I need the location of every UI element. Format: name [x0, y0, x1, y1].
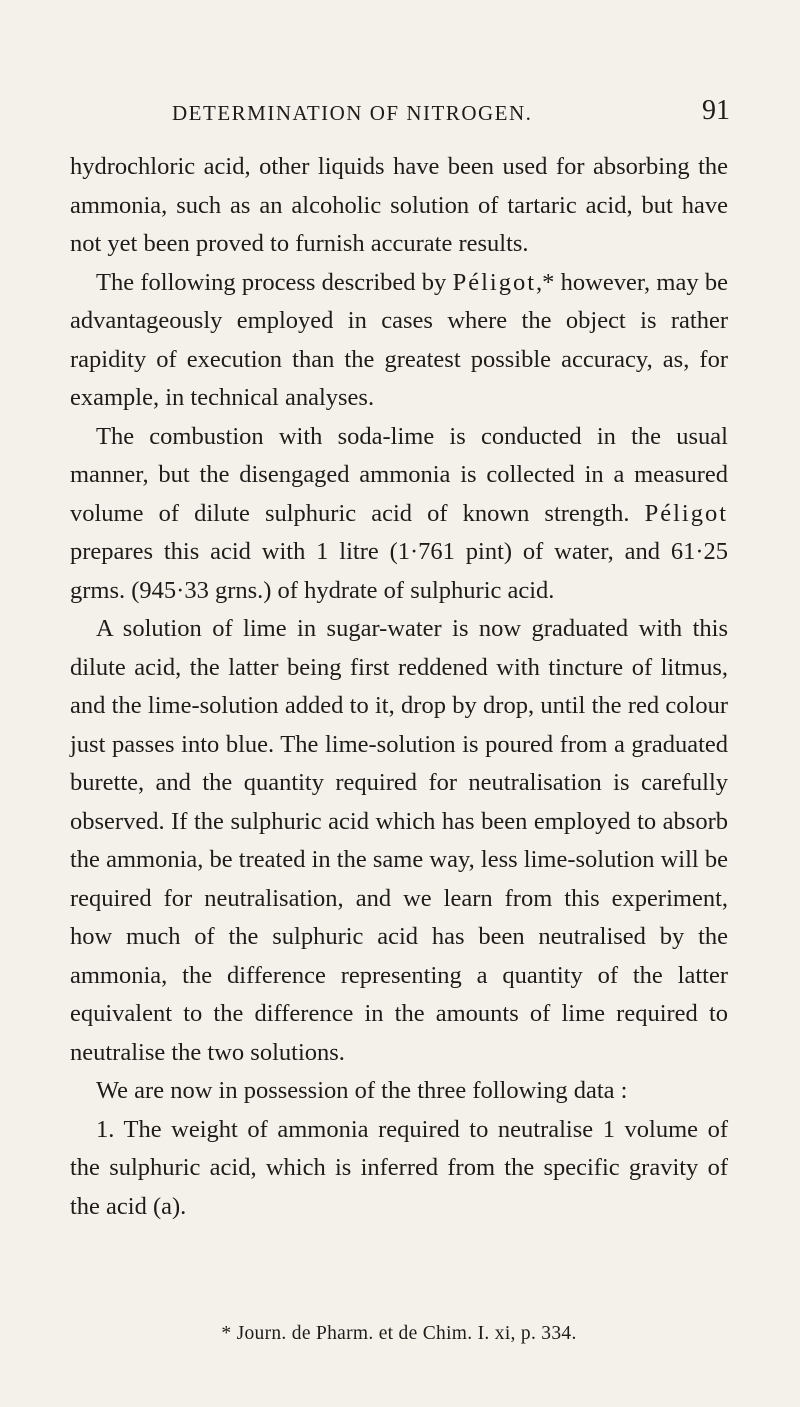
paragraph-text: The combustion with soda-lime is conducted in the usual manner, but the disengaged ammonia is collected in a measured volume of dilute sulphuric acid of known strength.: [70, 422, 728, 527]
paragraph-peligot-process: [70, 264, 728, 418]
paragraph-lime-solution: A solution of lime in sugar-water is now graduated with this dilute acid, the latter being first reddened with tincture of litmus, and the lime-solution added to it, drop by drop, until the red colour just passes into blue. The lime-solution is poured from a graduated burette, and the quantity required for neutralisation is carefully observed. If the sulphuric acid which has been employed to absorb the ammonia, be treated in the same way, less lime-solution will be required for neutralisation, and we learn from this experiment, how much of the sulphuric acid has been neutralised by the ammonia, the difference representing a quantity of the latter equivalent to the difference in the amounts of lime required to neutralise the two solutions.: [70, 615, 728, 1066]
paragraph-text: ,* however, may be advantageously employed in cases where the object is rather rapidity of execution than the greatest possible accuracy, as, for example, in technical analyses.: [70, 268, 728, 411]
running-head: [70, 95, 730, 135]
paragraph-data-intro: We are now in possession of the three following data :: [96, 1077, 628, 1104]
running-title: DETERMINATION OF NITROGEN.: [172, 101, 533, 125]
paragraph-text: The following process described by: [96, 268, 453, 296]
paragraph-continuation: hydrochloric acid, other liquids have been used for absorbing the ammonia, such as an alcoholic solution of tartaric acid, but have not yet been proved to furnish accurate results.: [70, 153, 728, 257]
paragraph-data-item-1: 1. The weight of ammonia required to neutralise 1 volume of the sulphuric acid, which is inferred from the specific gravity of the acid (a).: [70, 1115, 728, 1220]
body-text: [70, 148, 728, 1226]
author-name: Péligot: [452, 268, 536, 296]
author-name: Péligot: [644, 499, 728, 527]
paragraph-combustion: [70, 418, 728, 611]
footnote: * Journ. de Pharm. et de Chim. I. xi, p. 334.: [221, 1323, 577, 1344]
page-number: 91: [702, 95, 730, 126]
paragraph-text: prepares this acid with 1 litre (1·761 pint) of water, and 61·25 grms. (945·33 grns.) of hydrate of sulphuric acid.: [70, 538, 728, 604]
